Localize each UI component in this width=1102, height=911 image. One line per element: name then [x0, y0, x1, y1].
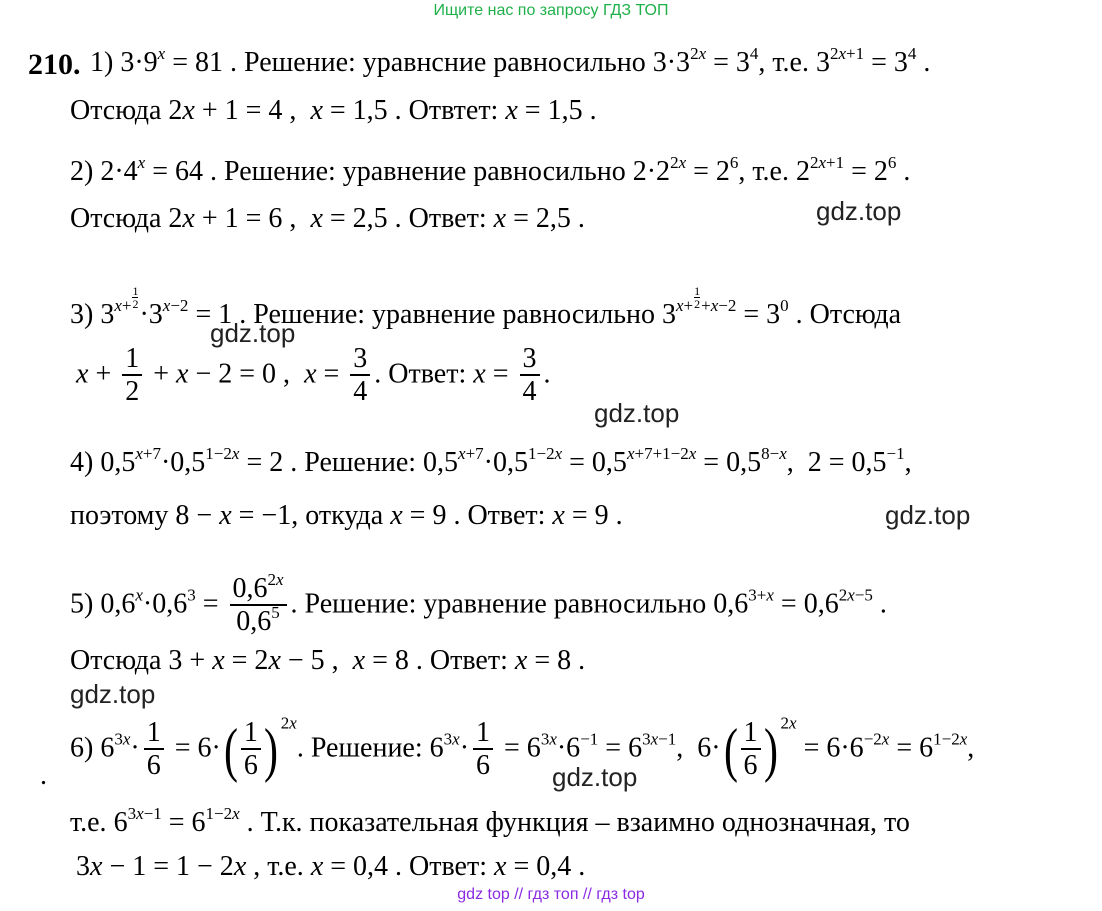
hence-text: Отсюда [70, 95, 162, 126]
answer-label: Ответ: [409, 851, 488, 882]
equivalence-text: уравнение равносильно [372, 299, 655, 330]
part-label: 2) [70, 156, 94, 187]
top-banner[interactable]: Ищите нас по запросу ГДЗ ТОП [433, 2, 669, 19]
solution-line-8: поэтому 8 − x = −1, откуда x = 9 . Ответ: x = 9 . [70, 500, 623, 531]
answer-label: Ответ: [429, 645, 508, 676]
explanation-text: Т.к. показательная функция – взаимно однозначная, то [260, 807, 910, 838]
solution-label: Решение: [310, 732, 423, 764]
solution-line-5: 3) $3^{x+ \frac{1}{2}}$ $\cdot 3^{x-2} = 1$ . Решение: уравнение равносильно $3^{x+ \frac{1}{2} +x-2} = 3^0$ . Отсюда [70, 284, 902, 330]
ie-text: т.е. [70, 807, 107, 838]
hence-text: Отсюда [70, 203, 162, 234]
hence-text: Отсюда [70, 645, 162, 676]
answer-label: Отвтет: [408, 95, 499, 126]
solution-label: Решение: [244, 47, 356, 78]
ie-text: т.е. [772, 47, 809, 78]
problem-number: 210. [28, 48, 81, 81]
hence-text: Отсюда [809, 299, 902, 330]
solution-line-10: Отсюда 3 + x = 2x − 5 , x = 8 . Ответ: x = 8 . [70, 645, 586, 676]
watermark: gdz.top [594, 398, 680, 428]
part-label: 3) [70, 299, 94, 330]
answer-label: Ответ: [467, 500, 546, 531]
solution-line-2: Отсюда 2x + 1 = 4 , x = 1,5 . Отвтет: x = 1,5 . [70, 95, 597, 126]
part-label: 1) [90, 47, 114, 78]
solution-line-6: x + $\frac{1}{2}$ + x − 2 = 0 , x = $\frac{3}{4}$ . Ответ: x = $\frac{3}{4}$ . [76, 343, 551, 407]
equivalence-text: уравнение равносильно [423, 588, 707, 620]
solution-line-9: 5) $0,6^x\cdot 0,6^3$ = $\frac{0,6^{2x}}{0,6^5}$ . Решение: уравнение равносильно $0,6^{3+x} = 0,6^{2x-5}$ . [70, 570, 887, 637]
watermark: gdz.top [816, 196, 902, 226]
solution-label: Решение: [253, 299, 366, 330]
watermark: gdz.top [552, 762, 638, 792]
therefore-text: поэтому [70, 500, 169, 531]
solution-line-3: 2) $2\cdot 4^x = 64$ . Решение: уравнение равносильно $2\cdot 2^{2x} = 2^6$, т.е. $2^{2x+1} = 2^6$ . [70, 153, 911, 187]
part-label: 6) [70, 732, 94, 764]
footer-links[interactable]: gdz top // гдз топ // гдз top [457, 886, 645, 903]
equivalence-text: уравнсние равносильно [362, 47, 646, 78]
answer-label: Ответ: [408, 203, 487, 234]
solution-line-7: 4) $0,5^{x+7}\cdot 0,5^{1-2x} = 2$ . Решение: $0,5^{x+7}\cdot 0,5^{1-2x} = 0,5^{x+7+1-2x} = 0,5^{8-x}$, $2 = 0,5^{-1}$, [70, 444, 912, 478]
ie-text: т.е. [267, 851, 304, 882]
solution-label: Решение: [304, 447, 417, 478]
solution-line-13: 3x − 1 = 1 − 2x , т.е. x = 0,4 . Ответ: x = 0,4 . [76, 851, 586, 882]
part-label: 5) [70, 588, 94, 620]
part-label: 4) [70, 447, 94, 478]
solution-label: Решение: [224, 156, 336, 187]
stray-dot: . [40, 760, 47, 791]
ie-text: т.е. [752, 156, 789, 187]
equivalence-text: уравнение равносильно [342, 156, 626, 187]
solution-line-12: т.е. $6^{3x-1} = 6^{1-2x}$ . Т.к. показательная функция – взаимно однозначная, то [70, 804, 910, 838]
solution-line-1: 1) $3\cdot 9^x = 81$ . Решение: уравнсние равносильно $3\cdot 3^{2x} = 3^4$, т.е. $3^{2x+1} = 3^4$ . [90, 44, 931, 78]
solution-line-4: Отсюда 2x + 1 = 6 , x = 2,5 . Ответ: x = 2,5 . [70, 203, 585, 234]
solution-label: Решение: [304, 588, 417, 620]
answer-label: Ответ: [388, 358, 467, 390]
whence-text: откуда [305, 500, 384, 531]
watermark: gdz.top [70, 679, 156, 709]
watermark: gdz.top [210, 318, 296, 348]
watermark: gdz.top [885, 500, 971, 530]
solution-line-11: 6) $6^{3x}\cdot$ $\frac{1}{6}$ = 6·( $\frac{1}{6}$ ) $^{2x}$. Решение: $6^{3x}\cdot$ $\frac{1}{6}$ = $6^{3x}\cdot 6^{-1} = 6^{3x-1}$, 6·( $\frac{1}{6}$ ) $^{2x} = 6\cdot 6^{-2x} = 6^{1-2x}$, [70, 713, 975, 783]
